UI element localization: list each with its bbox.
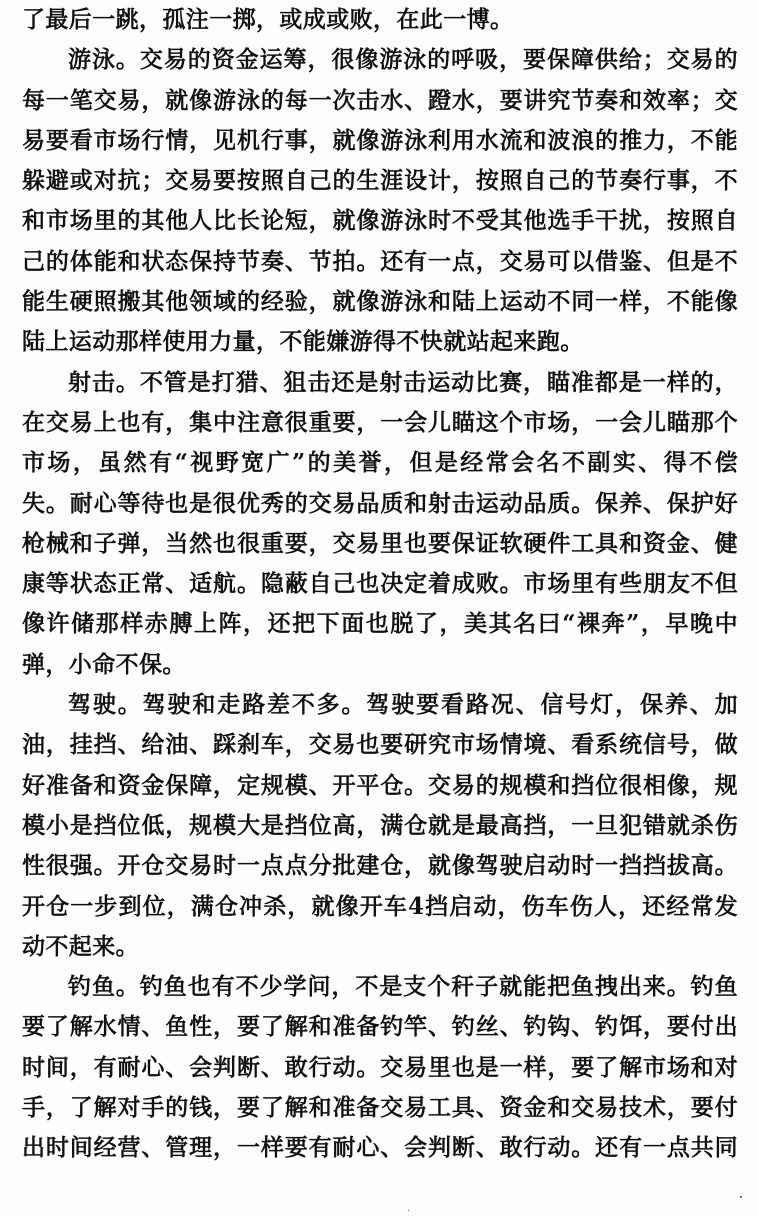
text-line: 手，了解对手的钱，要了解和准备交易工具、资金和交易技术，要付 bbox=[22, 1094, 738, 1122]
text-line: 模小是挡位低，规模大是挡位高，满仓就是最高挡，一旦犯错就杀伤 bbox=[22, 811, 738, 839]
text-line: 市场，虽然有“视野宽广”的美誉，但是经常会名不副实、得不偿 bbox=[22, 449, 738, 477]
text-line: 像许储那样赤膊上阵，还把下面也脱了，美其名曰“裸奔”，早晚中 bbox=[22, 610, 738, 638]
text-line: 易要看市场行情，见机行事，就像游泳利用水流和波浪的推力，不能 bbox=[22, 126, 738, 154]
text-line: 能生硬照搬其他领域的经验，就像游泳和陆上运动不同一样，不能像 bbox=[22, 288, 738, 316]
text-line: 己的体能和状态保持节奏、节拍。还有一点，交易可以借鉴、但是不 bbox=[22, 247, 738, 275]
scan-speck bbox=[408, 1210, 409, 1211]
text-line: 性很强。开仓交易时一点点分批建仓，就像驾驶启动时一挡挡拔高。 bbox=[22, 852, 738, 880]
text-line: 出时间经营、管理，一样要有耐心、会判断、敢行动。还有一点共同 bbox=[22, 1134, 738, 1162]
text-line: 弹，小命不保。 bbox=[22, 650, 186, 678]
text-line: 油，挂挡、给油、踩刹车，交易也要研究市场情境、看系统信号，做 bbox=[22, 731, 738, 759]
text-line: 了最后一跳，孤注一掷，或成或败，在此一博。 bbox=[22, 6, 514, 33]
body-text bbox=[22, 0, 738, 1169]
text-line: 好准备和资金保障，定规模、开平仓。交易的规模和挡位很相像，规 bbox=[22, 771, 738, 799]
text-line: 要了解水情、鱼性，要了解和准备钓竿、钓丝、钓钩、钓饵，要付出 bbox=[22, 1013, 738, 1041]
text-line: 陆上运动那样使用力量，不能嫌游得不快就站起来跑。 bbox=[22, 328, 584, 356]
paragraph-fishing-start: 钓鱼。钓鱼也有不少学问，不是支个秆子就能把鱼拽出来。钓鱼 bbox=[68, 973, 738, 1001]
text-line: 枪械和子弹，当然也很重要，交易里也要保证软硬件工具和资金、健 bbox=[22, 529, 738, 557]
scan-speck bbox=[740, 1196, 742, 1198]
paragraph-shooting-start: 射击。不管是打猎、狙击还是射击运动比赛，瞄准都是一样的， bbox=[68, 368, 738, 396]
text-line: 开仓一步到位，满仓冲杀，就像开车4挡启动，伤车伤人，还经常发 bbox=[22, 892, 738, 920]
text-line: 和市场里的其他人比长论短，就像游泳时不受其他选手干扰，按照自 bbox=[22, 207, 738, 235]
text-line: 每一笔交易，就像游泳的每一次击水、蹬水，要讲究节奏和效率；交 bbox=[22, 86, 738, 114]
text-line: 康等状态正常、适航。隐蔽自己也决定着成败。市场里有些朋友不但 bbox=[22, 570, 738, 598]
paragraph-driving-start: 驾驶。驾驶和走路差不多。驾驶要看路况、信号灯，保养、加 bbox=[68, 691, 738, 719]
text-line: 躲避或对抗；交易要按照自己的生涯设计，按照自己的节奏行事，不 bbox=[22, 167, 738, 195]
text-line: 动不起来。 bbox=[22, 932, 139, 960]
text-line: 时间，有耐心、会判断、敢行动。交易里也是一样，要了解市场和对 bbox=[22, 1053, 738, 1081]
text-line: 失。耐心等待也是很优秀的交易品质和射击运动品质。保养、保护好 bbox=[22, 489, 738, 517]
paragraph-swimming-start: 游泳。交易的资金运筹，很像游泳的呼吸，要保障供给；交易的 bbox=[68, 46, 738, 74]
text-line: 在交易上也有，集中注意很重要，一会儿瞄这个市场，一会儿瞄那个 bbox=[22, 408, 738, 436]
